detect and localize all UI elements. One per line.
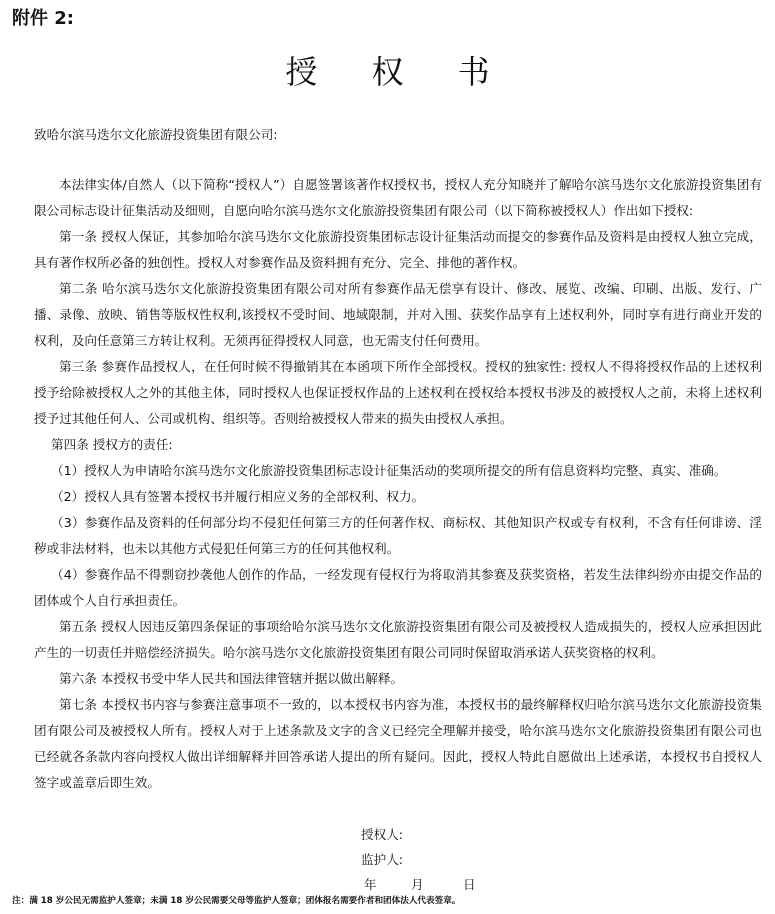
article-4-heading: 第四条 授权方的责任: <box>51 437 173 452</box>
date-year-label: 年 <box>364 877 377 892</box>
addressee-line: 致哈尔滨马迭尔文化旅游投资集团有限公司: <box>34 127 278 142</box>
date-month-label: 月 <box>411 877 424 892</box>
article-2: 第二条 哈尔滨马迭尔文化旅游投资集团有限公司对所有参赛作品无偿享有设计、修改、展览、改编、印刷、出版、发行、广播、录像、放映、销售等版权性权利,该授权不受时间、地域限制，并对入围、获奖作品享有上述权利外，同时享有进行商业开发的权利，及向任意第三方转让权利。无须再征得授权人同意，也无需支付任何费用。 <box>34 281 762 348</box>
document-title: 授 权 书 <box>285 53 512 91</box>
document-body <box>34 172 762 796</box>
attachment-label: 附件 2: <box>12 8 74 29</box>
article-4-item-4: （4）参赛作品不得剽窃抄袭他人创作的作品，一经发现有侵权行为将取消其参赛及获奖资格，若发生法律纠纷亦由提交作品的团体或个人自行承担责任。 <box>34 567 762 608</box>
guardian-signature-label: 监护人: <box>361 852 404 867</box>
footnote: 注：满 18 岁公民无需监护人签章；未满 18 岁公民需要父母等监护人签章；团体报名需要作者和团体法人代表签章。 <box>12 896 461 906</box>
article-6: 第六条 本授权书受中华人民共和国法律管辖并据以做出解释。 <box>59 671 404 686</box>
article-4-item-2: （2）授权人具有签署本授权书并履行相应义务的全部权利、权力。 <box>51 489 425 504</box>
article-1: 第一条 授权人保证，其参加哈尔滨马迭尔文化旅游投资集团标志设计征集活动而提交的参赛作品及资料是由授权人独立完成，具有著作权所必备的独创性。授权人对参赛作品及资料拥有充分、完全、排他的著作权。 <box>34 229 762 270</box>
article-7: 第七条 本授权书内容与参赛注意事项不一致的，以本授权书内容为准，本授权书的最终解释权归哈尔滨马迭尔文化旅游投资集团有限公司及被授权人所有。授权人对于上述条款及文字的含义已经完全理解并接受，哈尔滨马迭尔文化旅游投资集团有限公司也已经就各条款内容向授权人做出详细解释并回答承诺人提出的所有疑问。因此，授权人特此自愿做出上述承诺，本授权书自授权人签字或盖章后即生效。 <box>34 697 762 790</box>
article-4-item-1: （1）授权人为申请哈尔滨马迭尔文化旅游投资集团标志设计征集活动的奖项所提交的所有信息资料均完整、真实、准确。 <box>51 463 727 478</box>
article-3: 第三条 参赛作品授权人，在任何时候不得撤销其在本函项下所作全部授权。授权的独家性: 授权人不得将授权作品的上述权利授予给除被授权人之外的其他主体，同时授权人也保证授权作品的上述权利在授权给本授权书涉及的被授权人之前，未将上述权利授予过其他任何人、公司或机构、组织等。否则给被授权人带来的损失由授权人承担。 <box>34 359 762 426</box>
article-5: 第五条 授权人因违反第四条保证的事项给哈尔滨马迭尔文化旅游投资集团有限公司及被授权人造成损失的，授权人应承担因此产生的一切责任并赔偿经济损失。哈尔滨马迭尔文化旅游投资集团有限公司同时保留取消承诺人获奖资格的权利。 <box>34 619 762 660</box>
intro-paragraph: 本法律实体/自然人（以下简称“授权人”）自愿签署该著作权授权书，授权人充分知晓并了解哈尔滨马迭尔文化旅游投资集团有限公司标志设计征集活动及细则，自愿向哈尔滨马迭尔文化旅游投资集团有限公司（以下简称被授权人）作出如下授权: <box>34 177 762 218</box>
date-day-label: 日 <box>463 877 476 892</box>
article-4-item-3: （3）参赛作品及资料的任何部分均不侵犯任何第三方的任何著作权、商标权、其他知识产权或专有权利，不含有任何诽谤、淫秽或非法材料，也未以其他方式侵犯任何第三方的任何其他权利。 <box>34 515 762 556</box>
authorizer-signature-label: 授权人: <box>361 827 404 842</box>
